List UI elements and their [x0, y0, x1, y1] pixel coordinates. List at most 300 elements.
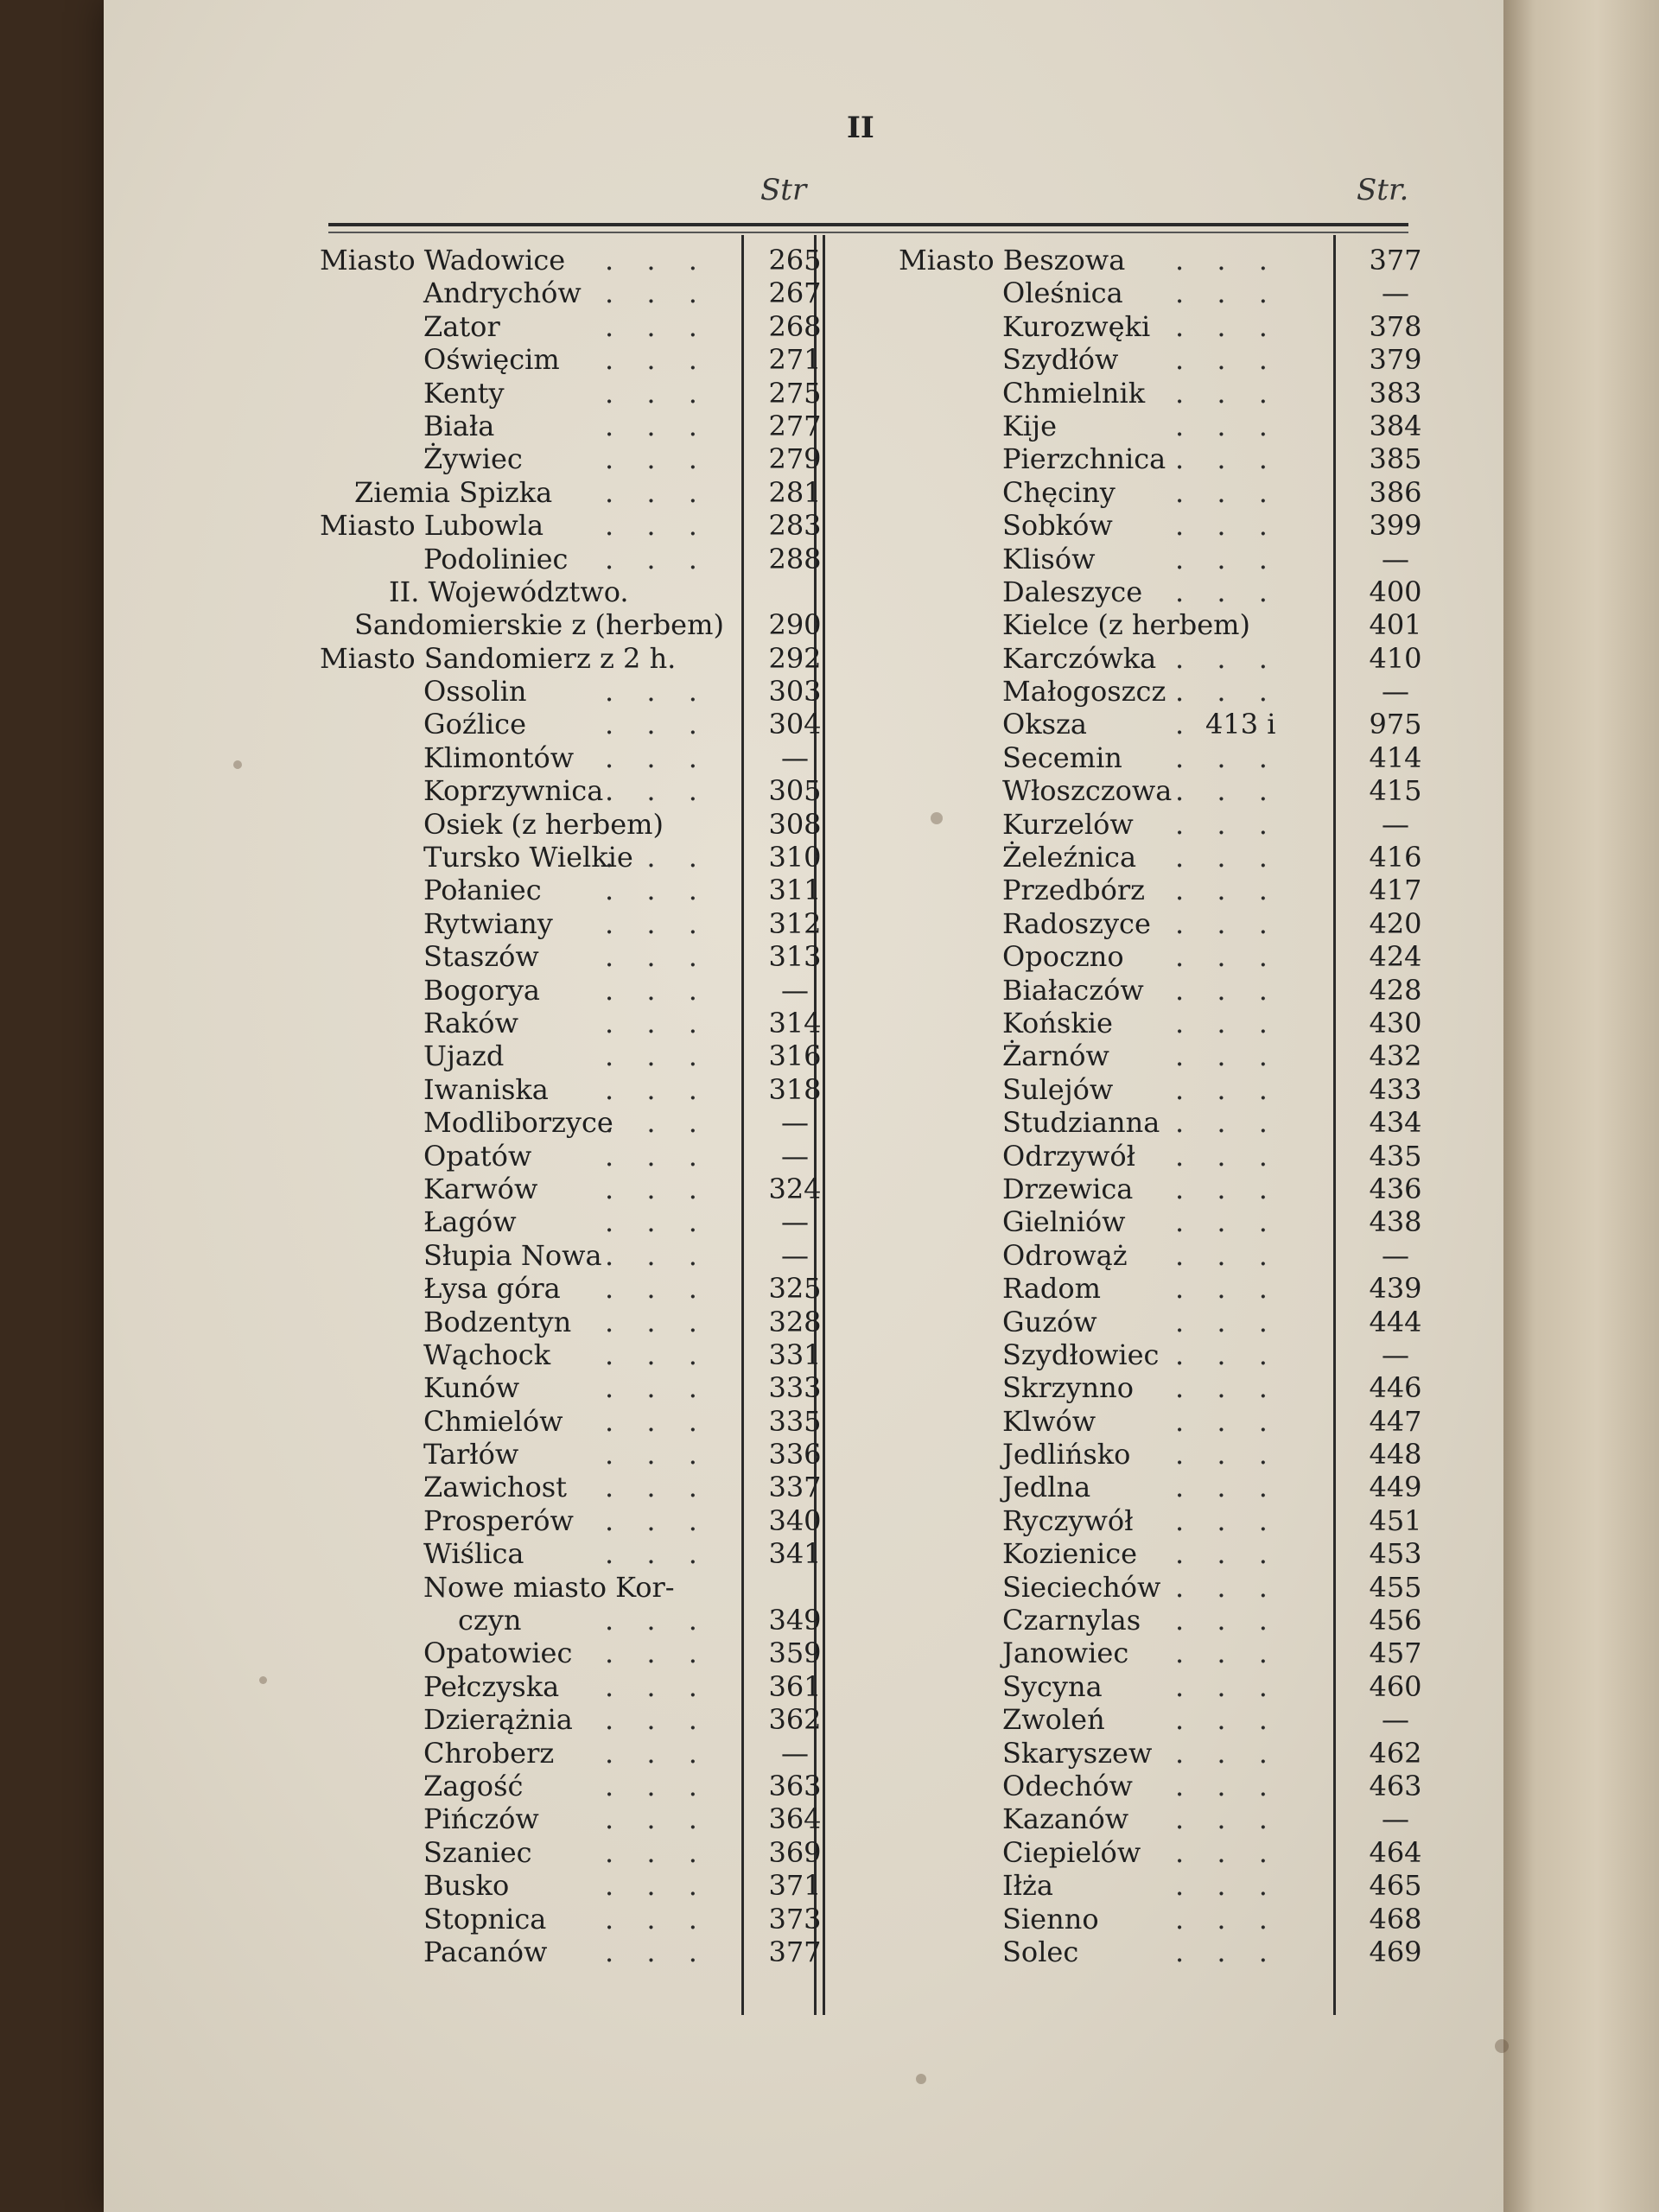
entry-place-name: Goźlice	[423, 708, 527, 741]
entry-place-name: Busko	[423, 1869, 510, 1903]
entry-place-name: Ciepielów	[1002, 1835, 1141, 1869]
entry-page-number: 265	[768, 244, 822, 276]
leader-dots: . . .	[605, 1503, 709, 1537]
entry-page-number: 457	[1369, 1637, 1422, 1670]
entry-page-number: 362	[768, 1703, 822, 1737]
entry-page-number: —	[1382, 276, 1409, 310]
entry-page-number: 318	[768, 1072, 822, 1106]
entry-place-name: Opatowiec	[423, 1637, 573, 1670]
entry-place-name: Szydłowiec	[1002, 1338, 1160, 1371]
entry-page-number: 310	[768, 841, 822, 874]
leader-dots: . . .	[605, 1869, 709, 1903]
leader-dots: . . .	[605, 741, 709, 774]
entry-page-number: 462	[1369, 1736, 1422, 1770]
leader-dots: . . .	[605, 973, 709, 1007]
index-entry	[320, 940, 830, 973]
index-entry	[320, 1802, 830, 1835]
index-entry	[320, 575, 830, 608]
entry-place-name: Kurzelów	[1002, 807, 1134, 841]
entry-place-name: Kenty	[423, 376, 505, 410]
entry-place-name: Małogoszcz	[1002, 675, 1166, 709]
entry-page-number: 290	[768, 608, 822, 642]
index-entry	[899, 1537, 1434, 1570]
index-entry	[899, 1338, 1434, 1371]
index-entry	[320, 874, 830, 906]
entry-page-number: 311	[768, 874, 822, 907]
leader-dots: . . .	[1175, 1604, 1280, 1637]
entry-page-number: 410	[1369, 641, 1422, 675]
entry-place-name: Miasto Beszowa	[899, 244, 1126, 276]
leader-dots: . . .	[1175, 1106, 1280, 1140]
index-entry	[899, 841, 1434, 874]
index-entry	[899, 476, 1434, 509]
entry-page-number: 401	[1369, 608, 1422, 642]
entry-page-number: 268	[768, 309, 822, 343]
entry-page-number: 453	[1369, 1537, 1422, 1571]
entry-place-name: Łysa góra	[423, 1272, 561, 1306]
leader-dots: . . .	[1175, 1537, 1280, 1571]
entry-page-number: —	[781, 1238, 809, 1272]
entry-page-number: 447	[1369, 1404, 1422, 1438]
entry-place-name: Staszów	[423, 940, 539, 974]
index-entry	[899, 1239, 1434, 1272]
leader-dots: . . .	[605, 1371, 709, 1405]
index-entry	[320, 808, 830, 841]
entry-page-number: —	[1382, 542, 1409, 575]
entry-page-number: —	[1382, 807, 1409, 841]
leader-dots: . . .	[1175, 442, 1280, 476]
entry-place-name: Drzewica	[1002, 1172, 1134, 1205]
entry-page-number: 435	[1369, 1139, 1422, 1173]
leader-dots: . . .	[605, 475, 709, 509]
index-entry	[320, 1471, 830, 1503]
entry-place-name: Pińczów	[423, 1802, 539, 1836]
entry-place-name: Karwów	[423, 1172, 538, 1205]
leader-dots: .	[1175, 708, 1197, 741]
leader-dots: . . .	[1175, 940, 1280, 974]
leader-dots: . . .	[605, 1272, 709, 1306]
paper-stain	[233, 760, 242, 769]
entry-place-name: Wiślica	[423, 1537, 524, 1571]
entry-page-number: —	[1382, 1703, 1409, 1737]
index-entry	[320, 1405, 830, 1438]
entry-place-name: Bogorya	[423, 973, 540, 1007]
leader-dots: . . .	[605, 940, 709, 974]
entry-page-number: 341	[768, 1537, 822, 1571]
index-entry	[320, 1073, 830, 1106]
entry-place-name: Stopnica	[423, 1902, 547, 1936]
paper-stain	[1495, 2039, 1509, 2053]
index-entry	[899, 543, 1434, 575]
index-entry	[899, 1737, 1434, 1770]
entry-place-name: Chmielnik	[1002, 376, 1146, 410]
entry-page-number: —	[1382, 675, 1409, 709]
index-entry	[899, 1936, 1434, 1968]
entry-extra-page: 413 i	[1205, 708, 1276, 741]
entry-page-number: 448	[1369, 1438, 1422, 1471]
index-entry	[320, 1637, 830, 1669]
entry-page-number: 975	[1369, 708, 1422, 741]
entry-place-name: Miasto Lubowla	[320, 509, 544, 543]
leader-dots: . . .	[1175, 376, 1280, 410]
index-entry	[899, 1205, 1434, 1238]
entry-page-number: 377	[768, 1935, 822, 1968]
leader-dots: . . .	[605, 874, 709, 907]
entry-place-name: Skrzynno	[1002, 1371, 1135, 1405]
entry-place-name: Żeleźnica	[1002, 841, 1137, 874]
entry-page-number: 275	[768, 376, 822, 410]
index-entry	[899, 1039, 1434, 1072]
entry-place-name: Koprzywnica	[423, 774, 604, 808]
leader-dots: . . .	[605, 1835, 709, 1869]
entry-page-number: 465	[1369, 1869, 1422, 1903]
left-index-column	[320, 244, 830, 1968]
entry-page-number: 433	[1369, 1072, 1422, 1106]
leader-dots: . . .	[1175, 1371, 1280, 1405]
entry-place-name: Opatów	[423, 1139, 532, 1173]
entry-page-number: 336	[768, 1438, 822, 1471]
entry-place-name: Karczówka	[1002, 641, 1157, 675]
leader-dots: . . .	[605, 1637, 709, 1670]
leader-dots: . . .	[1175, 1404, 1280, 1438]
index-entry	[320, 708, 830, 741]
index-entry	[899, 808, 1434, 841]
entry-page-number: 316	[768, 1039, 822, 1073]
entry-page-number: 432	[1369, 1039, 1422, 1073]
leader-dots: . . .	[1175, 874, 1280, 907]
entry-place-name: Sulejów	[1002, 1072, 1114, 1106]
top-rule	[328, 223, 1408, 226]
entry-place-name: Oksza	[1002, 708, 1087, 741]
entry-place-name: Chęciny	[1002, 475, 1116, 509]
entry-place-name: Bodzentyn	[423, 1305, 572, 1338]
index-entry	[320, 276, 830, 309]
entry-page-number: 469	[1369, 1935, 1422, 1968]
entry-place-name: Dzierążnia	[423, 1703, 573, 1737]
entry-page-number: 436	[1369, 1172, 1422, 1205]
index-entry	[899, 1405, 1434, 1438]
entry-page-number: 378	[1369, 309, 1422, 343]
leader-dots: . . .	[605, 841, 709, 874]
entry-page-number: 325	[768, 1272, 822, 1306]
entry-place-name: Kije	[1002, 409, 1057, 442]
entry-page-number: 324	[768, 1172, 822, 1205]
entry-page-number: 363	[768, 1769, 822, 1802]
index-entry	[899, 1438, 1434, 1471]
index-entry	[899, 774, 1434, 807]
entry-place-name: Daleszyce	[1002, 575, 1143, 608]
leader-dots: . . .	[1175, 1238, 1280, 1272]
leader-dots: . . .	[605, 442, 709, 476]
entry-place-name: Ossolin	[423, 675, 527, 709]
right-index-column	[899, 244, 1434, 1968]
entry-place-name: Solec	[1002, 1935, 1079, 1968]
entry-page-number: 430	[1369, 1006, 1422, 1039]
leader-dots: . . .	[605, 1935, 709, 1968]
leader-dots: . . .	[1175, 1305, 1280, 1338]
entry-place-name: Podoliniec	[423, 542, 569, 575]
entry-place-name: Sobków	[1002, 509, 1113, 543]
entry-place-name: Kozienice	[1002, 1537, 1138, 1571]
entry-place-name: Rytwiany	[423, 906, 553, 940]
entry-page-number: 277	[768, 409, 822, 442]
entry-page-number: 399	[1369, 509, 1422, 543]
entry-place-name: Chmielów	[423, 1404, 563, 1438]
index-entry	[320, 1205, 830, 1238]
index-entry	[320, 1140, 830, 1173]
leader-dots: . . .	[605, 906, 709, 940]
index-entry	[320, 1272, 830, 1305]
page-number: II	[847, 111, 874, 145]
entry-place-name: Odrzywół	[1002, 1139, 1135, 1173]
right-page-column-header: Str.	[1357, 173, 1409, 207]
entry-page-number: 455	[1369, 1570, 1422, 1604]
entry-page-number: —	[781, 1106, 809, 1140]
entry-place-name: II. Województwo.	[389, 575, 629, 608]
entry-place-name: Sandomierskie z (herbem)	[354, 608, 724, 642]
index-entry	[899, 1770, 1434, 1802]
index-entry	[899, 1903, 1434, 1936]
index-entry	[899, 1140, 1434, 1173]
entry-place-name: Przedbórz	[1002, 874, 1146, 907]
leader-dots: . . .	[1175, 1006, 1280, 1039]
index-entry	[320, 1737, 830, 1770]
leader-dots: . . .	[1175, 1205, 1280, 1239]
leader-dots: . . .	[1175, 276, 1280, 310]
entry-page-number: 434	[1369, 1106, 1422, 1140]
index-entry	[320, 1836, 830, 1869]
index-entry	[899, 675, 1434, 708]
entry-place-name: Sieciechów	[1002, 1570, 1161, 1604]
entry-page-number: 331	[768, 1338, 822, 1371]
index-entry	[899, 642, 1434, 675]
entry-place-name: Zawichost	[423, 1471, 568, 1504]
index-entry	[320, 1571, 830, 1604]
leader-dots: . . .	[605, 1072, 709, 1106]
index-entry	[320, 1106, 830, 1139]
index-entry	[320, 1371, 830, 1404]
index-entry	[320, 244, 830, 276]
leader-dots: . . .	[605, 1205, 709, 1239]
entry-place-name: Ryczywół	[1002, 1503, 1134, 1537]
entry-place-name: Miasto Wadowice	[320, 244, 566, 276]
leader-dots: . . .	[1175, 1935, 1280, 1968]
entry-place-name: Oświęcim	[423, 343, 560, 377]
entry-place-name: Klimontów	[423, 741, 575, 774]
entry-place-name: Odrowąż	[1002, 1238, 1128, 1272]
leader-dots: . . .	[1175, 1570, 1280, 1604]
entry-place-name: Białaczów	[1002, 973, 1144, 1007]
index-entry	[899, 907, 1434, 940]
index-entry	[899, 377, 1434, 410]
leader-dots: . . .	[605, 1338, 709, 1371]
entry-page-number: 283	[768, 509, 822, 543]
index-entry	[320, 1306, 830, 1338]
leader-dots: . . .	[605, 1305, 709, 1338]
leader-dots: . . .	[605, 1238, 709, 1272]
entry-place-name: czyn	[458, 1604, 522, 1637]
index-entry	[899, 575, 1434, 608]
entry-page-number: 304	[768, 708, 822, 741]
index-entry	[320, 1173, 830, 1205]
entry-page-number: 305	[768, 774, 822, 808]
leader-dots: . . .	[605, 1438, 709, 1471]
leader-dots: . . .	[605, 309, 709, 343]
entry-page-number: 361	[768, 1669, 822, 1703]
leader-dots: . . .	[605, 1172, 709, 1205]
entry-page-number: 271	[768, 343, 822, 377]
entry-page-number: 364	[768, 1802, 822, 1836]
entry-page-number: 369	[768, 1835, 822, 1869]
leader-dots: . . .	[605, 244, 709, 276]
leader-dots: . . .	[605, 1006, 709, 1039]
entry-page-number: 303	[768, 675, 822, 709]
index-entry	[320, 1604, 830, 1637]
entry-place-name: Łagów	[423, 1205, 517, 1239]
index-entry	[899, 1173, 1434, 1205]
entry-page-number: 371	[768, 1869, 822, 1903]
leader-dots: . . .	[1175, 906, 1280, 940]
next-page-edge	[1503, 0, 1659, 2212]
leader-dots: . . .	[605, 1703, 709, 1737]
leader-dots: . . .	[1175, 1869, 1280, 1903]
entry-page-number: —	[781, 1139, 809, 1173]
index-entry	[320, 1239, 830, 1272]
entry-place-name: Pełczyska	[423, 1669, 560, 1703]
leader-dots: . . .	[605, 409, 709, 442]
index-entry	[899, 1802, 1434, 1835]
index-entry	[899, 1637, 1434, 1669]
entry-page-number: 314	[768, 1006, 822, 1039]
leader-dots: . . .	[1175, 1802, 1280, 1836]
entry-page-number: 444	[1369, 1305, 1422, 1338]
entry-place-name: Prosperów	[423, 1503, 574, 1537]
leader-dots: . . .	[605, 1604, 709, 1637]
entry-page-number: 379	[1369, 343, 1422, 377]
leader-dots: . . .	[605, 1769, 709, 1802]
leader-dots: . . .	[1175, 509, 1280, 543]
entry-place-name: Wąchock	[423, 1338, 551, 1371]
index-entry	[899, 708, 1434, 741]
index-entry	[899, 1836, 1434, 1869]
index-entry	[320, 974, 830, 1007]
entry-place-name: Sycyna	[1002, 1669, 1103, 1703]
index-entry	[320, 1007, 830, 1039]
entry-place-name: Janowiec	[1002, 1637, 1129, 1670]
entry-page-number: 377	[1369, 244, 1422, 276]
leader-dots: . . .	[1175, 1172, 1280, 1205]
entry-page-number: —	[781, 973, 809, 1007]
entry-page-number: 414	[1369, 741, 1422, 774]
leader-dots: . . .	[605, 1669, 709, 1703]
leader-dots: . . .	[1175, 575, 1280, 608]
leader-dots: . . .	[1175, 1902, 1280, 1936]
entry-page-number: 333	[768, 1371, 822, 1405]
leader-dots: . . .	[605, 675, 709, 709]
entry-page-number: —	[1382, 1338, 1409, 1371]
entry-page-number: 449	[1369, 1471, 1422, 1504]
index-entry	[899, 1306, 1434, 1338]
entry-place-name: Ujazd	[423, 1039, 505, 1073]
entry-place-name: Secemin	[1002, 741, 1122, 774]
top-rule-thin	[328, 232, 1408, 233]
index-entry	[320, 608, 830, 641]
entry-page-number: 460	[1369, 1669, 1422, 1703]
entry-place-name: Guzów	[1002, 1305, 1097, 1338]
index-entry	[899, 509, 1434, 542]
entry-page-number: 417	[1369, 874, 1422, 907]
leader-dots: . . .	[1175, 542, 1280, 575]
leader-dots: . . .	[1175, 1637, 1280, 1670]
index-entry	[320, 1903, 830, 1936]
leader-dots: . . .	[1175, 1503, 1280, 1537]
entry-place-name: Tursko Wielkie	[423, 841, 633, 874]
index-entry	[899, 276, 1434, 309]
entry-place-name: Raków	[423, 1006, 518, 1039]
index-entry	[320, 675, 830, 708]
index-entry	[899, 974, 1434, 1007]
entry-page-number: 416	[1369, 841, 1422, 874]
index-entry	[899, 244, 1434, 276]
leader-dots: . . .	[1175, 1272, 1280, 1306]
leader-dots: . . .	[605, 1471, 709, 1504]
index-entry	[320, 1869, 830, 1902]
leader-dots: . . .	[1175, 841, 1280, 874]
entry-place-name: Czarnylas	[1002, 1604, 1141, 1637]
entry-place-name: Oleśnica	[1002, 276, 1123, 310]
leader-dots: . . .	[1175, 1736, 1280, 1770]
index-entry	[899, 1670, 1434, 1703]
entry-place-name: Opoczno	[1002, 940, 1124, 974]
index-entry	[320, 1338, 830, 1371]
index-entry	[899, 1703, 1434, 1736]
leader-dots: . . .	[605, 542, 709, 575]
leader-dots: . . .	[605, 1139, 709, 1173]
index-entry	[320, 1703, 830, 1736]
entry-page-number: 385	[1369, 442, 1422, 476]
index-entry	[899, 608, 1434, 641]
index-entry	[899, 1073, 1434, 1106]
index-entry	[899, 1869, 1434, 1902]
index-entry	[320, 741, 830, 774]
entry-place-name: Włoszczowa	[1002, 774, 1173, 808]
leader-dots: . . .	[1175, 1471, 1280, 1504]
entry-place-name: Miasto Sandomierz z 2 h.	[320, 641, 677, 675]
entry-page-number: 373	[768, 1902, 822, 1936]
leader-dots: . . .	[1175, 1769, 1280, 1802]
index-entry	[899, 1371, 1434, 1404]
entry-page-number: 359	[768, 1637, 822, 1670]
leader-dots: . . .	[1175, 641, 1280, 675]
entry-page-number: 424	[1369, 940, 1422, 974]
index-entry	[899, 1571, 1434, 1604]
entry-page-number: 384	[1369, 409, 1422, 442]
index-entry	[320, 907, 830, 940]
entry-place-name: Jedlińsko	[1002, 1438, 1131, 1471]
left-page-column-header: Str	[760, 173, 807, 207]
leader-dots: . . .	[1175, 343, 1280, 377]
index-entry	[899, 940, 1434, 973]
index-entry	[899, 1007, 1434, 1039]
index-entry	[320, 1670, 830, 1703]
entry-place-name: Pierzchnica	[1002, 442, 1166, 476]
index-entry	[320, 1504, 830, 1537]
index-entry	[320, 1537, 830, 1570]
entry-place-name: Osiek (z herbem)	[423, 807, 664, 841]
leader-dots: . . .	[1175, 1669, 1280, 1703]
paper-stain	[916, 2074, 926, 2084]
index-entry	[320, 1770, 830, 1802]
